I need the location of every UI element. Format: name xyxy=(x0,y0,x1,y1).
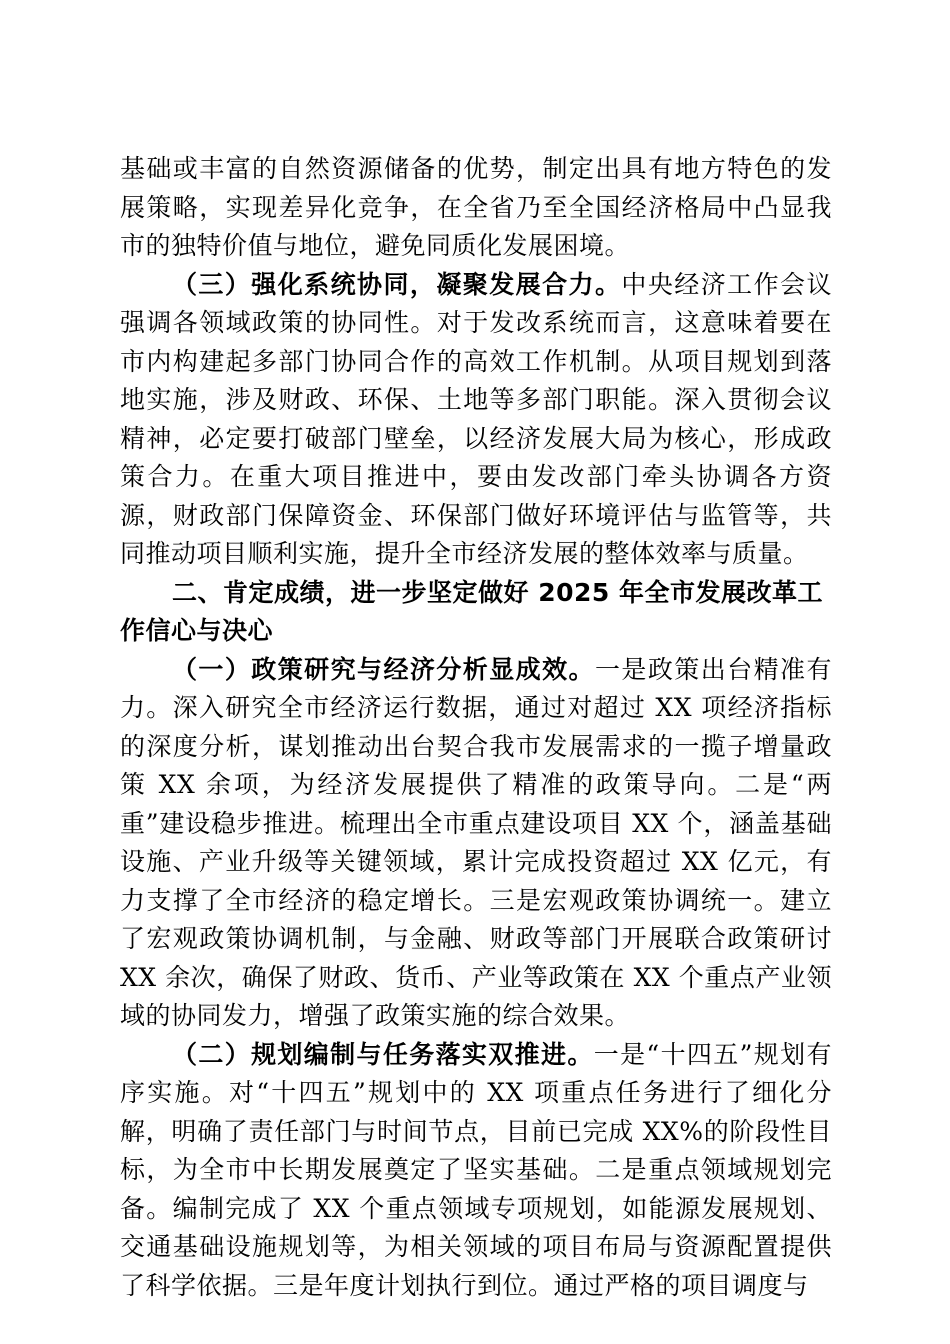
paragraph-body: 中央经济工作会议强调各领域政策的协同性。对于发改系统而言，这意味着要在市内构建起多部门协同合作的高效工作机制。从项目规划到落地实施，涉及财政、环保、土地等多部门职能。深入贯彻会议精神，必定要打破部门壁垒，以经济发展大局为核心，形成政策合力。在重大项目推进中，要由发改部门牵头协调各方资源，财政部门保障资金、环保部门做好环境评估与监管等，共同推动项目顺利实施，提升全市经济发展的整体效率与质量。 xyxy=(120,269,832,568)
paragraph-lead-heading: （一）政策研究与经济分析显成效。 xyxy=(172,654,595,684)
paragraph-body: 一是“十四五”规划有序实施。对“十四五”规划中的 XX 项重点任务进行了细化分解，明确了责任部门与时间节点，目前已完成 XX%的阶段性目标，为全市中长期发展奠定了坚实基础。二是重点领域规划完备。编制完成了 XX 个重点领域专项规划，如能源发展规划、交通基础设施规划等，为相关领域的项目布局与资源配置提供了科学依据。三是年度计划执行到位。通过严格的项目调度与 xyxy=(120,1039,832,1300)
paragraph-body: 基础或丰富的自然资源储备的优势，制定出具有地方特色的发展策略，实现差异化竞争，在全省乃至全国经济格局中凸显我市的独特价值与地位，避免同质化发展困境。 xyxy=(120,154,832,260)
paragraph-policy-research xyxy=(120,651,832,1036)
section-heading: 二、肯定成绩，进一步坚定做好 2025 年全市发展改革工作信心与决心 xyxy=(120,577,823,645)
paragraph-body: 一是政策出台精准有力。深入研究全市经济运行数据，通过对超过 XX 项经济指标的深度分析，谋划推动出台契合我市发展需求的一揽子增量政策 XX 余项，为经济发展提供了精准的政策导向。二是“两重”建设稳步推进。梳理出全市重点建设项目 XX 个，涵盖基础设施、产业升级等关键领域，累计完成投资超过 XX 亿元，有力支撑了全市经济的稳定增长。三是宏观政策协调统一。建立了宏观政策协调机制，与金融、财政等部门开展联合政策研讨 XX 余次，确保了财政、货币、产业等政策在 XX 个重点产业领域的协同发力，增强了政策实施的综合效果。 xyxy=(120,654,832,1030)
paragraph-planning xyxy=(120,1036,832,1306)
paragraph-continued xyxy=(120,150,832,266)
paragraph-lead-heading: （二）规划编制与任务落实双推进。 xyxy=(172,1039,594,1069)
paragraph-system-coordination xyxy=(120,266,832,574)
paragraph-lead-heading: （三）强化系统协同，凝聚发展合力。 xyxy=(172,269,622,299)
document-page xyxy=(120,150,832,1305)
